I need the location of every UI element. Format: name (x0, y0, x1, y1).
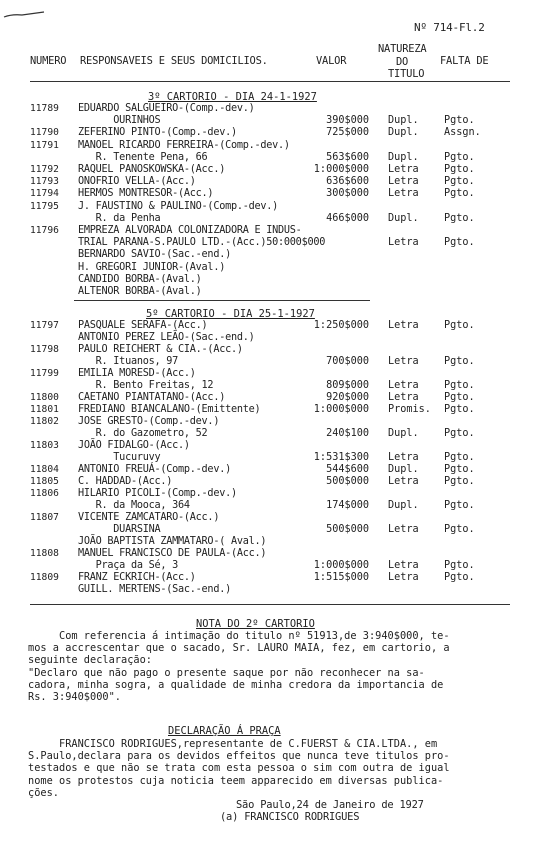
paragraph-line: cadora, minha sogra, a qualidade de minha credora da importancia de (28, 678, 444, 691)
table-row (0, 262, 541, 274)
responsible-party: CAETANO PIANTATANO-(Acc.) (78, 392, 226, 403)
responsible-party: EDUARDO SALGUEIRO-(Comp.-dev.) (78, 103, 255, 114)
table-row (0, 356, 541, 368)
table-row (0, 548, 541, 560)
title-nature: Letra (388, 476, 419, 487)
table-row (0, 428, 541, 440)
protest-reason: Pgto. (444, 500, 475, 511)
title-nature: Letra (388, 380, 419, 391)
table-row (0, 488, 541, 500)
protest-number: 11789 (30, 103, 59, 114)
responsible-party: JOÃO FIDALGO-(Acc.) (78, 440, 190, 451)
title-value: 240$100 (326, 428, 369, 439)
table-row (0, 368, 541, 380)
section2-rule (30, 604, 510, 605)
paragraph-line: seguinte declaração: (28, 654, 152, 667)
responsible-party: ONOFRIO VELLA-(Acc.) (78, 176, 196, 188)
responsible-party: BERNARDO SAVIO-(Sac.-end.) (78, 249, 231, 261)
protest-number: 11792 (30, 164, 59, 175)
title-nature: Letra (388, 524, 419, 535)
protest-reason: Pgto. (444, 176, 475, 188)
section1-title: 3º CARTORIO - DIA 24-1-1927 (148, 91, 317, 103)
header-natureza-1: NATUREZA (378, 43, 427, 55)
responsible-party: JOSE GRESTO-(Comp.-dev.) (78, 416, 220, 427)
protest-number: 11797 (30, 320, 59, 331)
title-value: 466$000 (326, 212, 369, 224)
protest-reason: Pgto. (444, 320, 475, 331)
responsible-party: R. da Penha (78, 212, 161, 224)
title-nature: Dupl. (388, 115, 419, 127)
title-nature: Dupl. (388, 151, 419, 163)
responsible-party: ANTONIO FREUÁ-(Comp.-dev.) (78, 464, 231, 475)
title-value: 544$600 (326, 464, 369, 475)
header-natureza-2: DO (396, 56, 409, 68)
declaracao-signature: (a) FRANCISCO RODRIGUES (220, 811, 360, 823)
paragraph-line: Com referencia á intimação do titulo nº 51913,de 3:940$000, te- (28, 630, 450, 642)
table-row (0, 127, 541, 139)
protest-reason: Pgto. (444, 392, 475, 403)
title-value: 500$000 (326, 476, 369, 487)
title-nature: Letra (388, 237, 419, 249)
protest-reason: Pgto. (444, 476, 475, 487)
title-nature: Dupl. (388, 212, 419, 224)
title-nature: Letra (388, 188, 419, 200)
declaracao-date: São Paulo,24 de Janeiro de 1927 (236, 799, 424, 811)
paragraph-line: Rs. 3:940$000". (28, 691, 121, 704)
title-nature: Letra (388, 560, 419, 571)
declaracao-paragraph (28, 738, 514, 799)
table-row (0, 140, 541, 152)
title-nature: Letra (388, 356, 419, 367)
paragraph-line: FRANCISCO RODRIGUES,representante de C.FUERST & CIA.LTDA., em (28, 738, 438, 750)
table-row (0, 164, 541, 176)
section1-rule (74, 300, 370, 301)
table-row (0, 380, 541, 392)
protest-reason: Pgto. (444, 380, 475, 391)
protest-number: 11801 (30, 404, 59, 415)
protest-reason: Assgn. (444, 127, 481, 139)
table-row (0, 274, 541, 286)
table-row (0, 188, 541, 200)
title-value: 1:000$000 (313, 404, 369, 415)
title-value: 300$000 (326, 188, 369, 200)
nota-title: NOTA DO 2º CARTORIO (196, 618, 315, 630)
table-row (0, 344, 541, 356)
responsible-party: MANUEL FRANCISCO DE PAULA-(Acc.) (78, 548, 267, 559)
protest-number: 11804 (30, 464, 59, 475)
table-row (0, 464, 541, 476)
title-value: 725$000 (326, 127, 369, 139)
responsible-party: MANOEL RICARDO FERREIRA-(Comp.-dev.) (78, 139, 290, 151)
paragraph-line: nome os protestos cuja noticia teem apparecido em diversas publica- (28, 774, 444, 787)
nota-paragraph (28, 630, 514, 703)
responsible-party: H. GREGORI JUNIOR-(Aval.) (78, 261, 226, 273)
table-row (0, 332, 541, 344)
responsible-party: FRANZ ECKRICH-(Acc.) (78, 572, 196, 583)
table-row (0, 524, 541, 536)
table-row (0, 115, 541, 127)
doc-reference: Nº 714-Fl.2 (414, 21, 485, 34)
table-row (0, 286, 541, 298)
pen-mark (2, 8, 46, 22)
title-nature: Letra (388, 392, 419, 403)
table-row (0, 404, 541, 416)
protest-reason: Pgto. (444, 560, 475, 571)
protest-number: 11802 (30, 416, 59, 427)
protest-number: 11800 (30, 392, 59, 403)
responsible-party: ALTENOR BORBA-(Aval.) (78, 286, 202, 297)
table-row (0, 103, 541, 115)
responsible-party: PAULO REICHERT & CIA.-(Acc.) (78, 344, 243, 355)
title-value: 390$000 (326, 115, 369, 127)
table-row (0, 392, 541, 404)
protest-reason: Pgto. (444, 428, 475, 439)
table-row (0, 440, 541, 452)
responsible-party: FREDIANO BIANCALANO-(Emittente) (78, 404, 261, 415)
paragraph-line: ções. (28, 786, 59, 799)
paragraph-line: "Declaro que não pago o presente saque por não reconhecer na sa- (28, 666, 425, 679)
title-value: 1:515$000 (313, 572, 369, 583)
table-row (0, 416, 541, 428)
responsible-party: R. Bento Freitas, 12 (78, 380, 214, 391)
protest-reason: Pgto. (444, 404, 475, 415)
title-nature: Letra (388, 452, 419, 463)
title-value: 1:000$000 (313, 164, 369, 175)
table-row (0, 152, 541, 164)
header-valor: VALOR (316, 55, 347, 67)
title-value: 500$000 (326, 524, 369, 535)
title-value: 563$600 (326, 151, 369, 163)
protest-reason: Pgto. (444, 464, 475, 475)
title-nature: Letra (388, 572, 419, 583)
paragraph-line: S.Paulo,declara para os devidos effeitos que nunca teve titulos pro- (28, 750, 450, 763)
title-nature: Letra (388, 320, 419, 331)
header-falta: FALTA DE (440, 55, 489, 67)
paragraph-line: testados e que não se trata com esta pessoa o sim com outra de igual (28, 762, 450, 775)
header-numero: NUMERO (30, 55, 67, 67)
table-row (0, 452, 541, 464)
table-row (0, 225, 541, 237)
title-value: 636$600 (326, 176, 369, 188)
title-value: 1:531$300 (313, 452, 369, 463)
protest-number: 11808 (30, 548, 59, 559)
title-nature: Dupl. (388, 500, 419, 511)
table-row (0, 476, 541, 488)
protest-reason: Pgto. (444, 188, 475, 200)
responsible-party: GUILL. MERTENS-(Sac.-end.) (78, 584, 231, 595)
responsible-party: HERMOS MONTRESOR-(Acc.) (78, 188, 214, 200)
protest-reason: Pgto. (444, 356, 475, 367)
section2-title: 5º CARTORIO - DIA 25-1-1927 (146, 308, 315, 320)
title-value: 1:000$000 (313, 560, 369, 571)
table-row (0, 320, 541, 332)
title-nature: Promis. (388, 404, 431, 415)
responsible-party: R. Tenente Pena, 66 (78, 151, 208, 163)
responsible-party: HILARIO PICOLI-(Comp.-dev.) (78, 488, 237, 499)
responsible-party: ANTONIO PEREZ LEÃO-(Sac.-end.) (78, 332, 255, 343)
header-natureza-3: TITULO (388, 68, 425, 80)
protest-number: 11790 (30, 127, 59, 139)
protest-number: 11794 (30, 188, 59, 200)
declaracao-title: DECLARAÇÃO Á PRAÇA (168, 725, 281, 737)
responsible-party: R. do Gazometro, 52 (78, 428, 208, 439)
title-nature: Letra (388, 164, 419, 175)
protest-reason: Pgto. (444, 212, 475, 224)
responsible-party: Tucuruvy (78, 452, 161, 463)
protest-reason: Pgto. (444, 524, 475, 535)
title-nature: Dupl. (388, 127, 419, 139)
table-row (0, 500, 541, 512)
title-value: 1:250$000 (313, 320, 369, 331)
responsible-party: TRIAL PARANA-S.PAULO LTD.-(Acc.)50:000$000 (78, 237, 326, 249)
responsible-party: C. HADDAD-(Acc.) (78, 476, 173, 487)
responsible-party: R. Ituanos, 97 (78, 356, 179, 367)
responsible-party: CANDIDO BORBA-(Aval.) (78, 273, 202, 285)
protest-reason: Pgto. (444, 452, 475, 463)
protest-number: 11796 (30, 225, 59, 236)
protest-number: 11803 (30, 440, 59, 451)
responsible-party: Praça da Sé, 3 (78, 560, 179, 571)
protest-number: 11809 (30, 572, 59, 583)
protest-number: 11791 (30, 139, 59, 151)
protest-number: 11807 (30, 512, 59, 523)
responsible-party: EMILIA MORESD-(Acc.) (78, 368, 196, 379)
protest-number: 11793 (30, 176, 59, 188)
title-value: 700$000 (326, 356, 369, 367)
responsible-party: R. da Mooca, 364 (78, 500, 190, 511)
responsible-party: DUARSINA (78, 524, 161, 535)
table-row (0, 201, 541, 213)
protest-number: 11798 (30, 344, 59, 355)
protest-reason: Pgto. (444, 572, 475, 583)
responsible-party: PASQUALE SERAFA-(Acc.) (78, 320, 208, 331)
table-row (0, 572, 541, 584)
protest-number: 11805 (30, 476, 59, 487)
protest-number: 11799 (30, 368, 59, 379)
title-value: 920$000 (326, 392, 369, 403)
title-nature: Dupl. (388, 464, 419, 475)
title-nature: Dupl. (388, 428, 419, 439)
table-row (0, 560, 541, 572)
responsible-party: EMPREZA ALVORADA COLONIZADORA E INDUS- (78, 225, 302, 236)
protest-reason: Pgto. (444, 164, 475, 175)
protest-reason: Pgto. (444, 151, 475, 163)
header-rule (30, 81, 510, 82)
responsible-party: VICENTE ZAMCATARO-(Acc.) (78, 512, 220, 523)
title-value: 174$000 (326, 500, 369, 511)
responsible-party: RAQUEL PANOSKOWSKA-(Acc.) (78, 164, 226, 175)
header-responsaveis: RESPONSAVEIS E SEUS DOMICILIOS. (80, 55, 268, 67)
responsible-party: J. FAUSTINO & PAULINO-(Comp.-dev.) (78, 200, 279, 212)
protest-number: 11795 (30, 200, 59, 212)
table-row (0, 176, 541, 188)
table-row (0, 512, 541, 524)
title-nature: Letra (388, 176, 419, 188)
title-value: 809$000 (326, 380, 369, 391)
protest-reason: Pgto. (444, 237, 475, 249)
table-row (0, 536, 541, 548)
responsible-party: ZEFERINO PINTO-(Comp.-dev.) (78, 127, 237, 139)
responsible-party: OURINHOS (78, 115, 161, 127)
protest-reason: Pgto. (444, 115, 475, 127)
responsible-party: JOÃO BAPTISTA ZAMMATARO-( Aval.) (78, 536, 267, 547)
table-row (0, 249, 541, 261)
paragraph-line: mos a accrescentar que o sacado, Sr. LAURO MAIA, fez, em cartorio, a (28, 642, 450, 655)
protest-number: 11806 (30, 488, 59, 499)
table-row (0, 584, 541, 596)
table-row (0, 213, 541, 225)
table-row (0, 237, 541, 249)
